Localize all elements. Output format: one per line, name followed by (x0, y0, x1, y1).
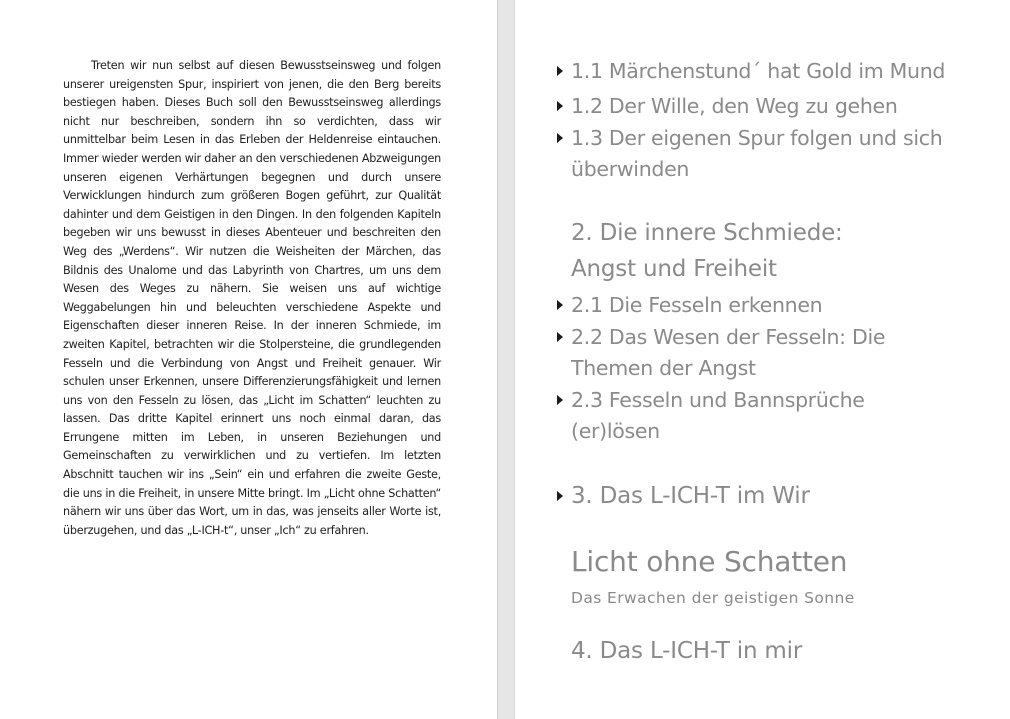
collapse-triangle-icon[interactable] (557, 395, 563, 405)
heading-1-3-continued (571, 154, 991, 185)
heading-2-3-line1: 2.3 Fesseln und Bannsprüche (571, 388, 865, 412)
chapter-2-heading-continued (571, 252, 991, 287)
heading-2-2-continued (571, 353, 991, 384)
chapter-4-heading (571, 634, 991, 669)
collapse-triangle-icon[interactable] (557, 300, 563, 310)
part-title (571, 545, 991, 579)
part-subtitle (571, 588, 991, 608)
collapse-triangle-icon[interactable] (557, 491, 563, 501)
heading-1-3-line2: überwinden (571, 157, 690, 181)
heading-2-1-text: 2.1 Die Fesseln erkennen (571, 293, 823, 317)
chapter-2-line1: 2. Die innere Schmiede: (571, 220, 843, 246)
heading-1-1[interactable] (571, 56, 991, 87)
heading-2-2-line1: 2.2 Das Wesen der Fesseln: Die (571, 325, 886, 349)
heading-2-1[interactable] (571, 290, 991, 321)
collapse-triangle-icon[interactable] (557, 332, 563, 342)
heading-2-3-line2: (er)lösen (571, 419, 660, 443)
chapter-3-text: 3. Das L-ICH-T im Wir (571, 483, 810, 509)
heading-2-2-line2: Themen der Angst (571, 356, 756, 380)
heading-1-3-line1: 1.3 Der eigenen Spur folgen und sich (571, 126, 943, 150)
body-paragraph: Treten wir nun selbst auf diesen Bewusstseinsweg und folgen unserer ureigensten Spur, inspiriert von jenen, die den Berg bereits bestiegen haben. Dieses Buch soll den Bewusstseinsweg allerdings nicht nur beschreiben, sondern ihn so verdichten, dass wir unmittelbar beim Lesen in das Erleben der Heldenreise eintauchen. Immer wieder werden wir daher an den verschiedenen Abzweigungen unseren eigenen Verhärtungen begegnen und durch unsere Verwicklungen hindurch zum größeren Bogen geführt, zur Qualität dahinter und dem Geistigen in den Dingen. In den folgenden Kapiteln begeben wir uns bewusst in dieses Abenteuer und beschreiten den Weg des „Werdens“. Wir nutzen die Weisheiten der Märchen, das Bildnis des Unalome und das Labyrinth von Chartres, um uns dem Wesen des Weges zu nähern. Sie weisen uns auf wichtige Weggabelungen hin und beleuchten verschiedene Aspekte und Eigenschaften dieser inneren Reise. In der inneren Schmiede, im zweiten Kapitel, betrachten wir die Stolpersteine, die grundlegenden Fesseln und die Verbindung von Angst und Freiheit genauer. Wir schulen unser Erkennen, unsere Differenzierungsfähigkeit und lernen uns von den Fesseln zu lösen, das „Licht im Schatten“ leuchten zu lassen. Das dritte Kapitel erinnert uns noch einmal daran, das Errungene mitten im Leben, in unseren Beziehungen und Gemeinschaften zu verwirklichen und zu vertiefen. Im letzten Abschnitt tauchen wir ins „Sein“ ein und erfahren die zweite Geste, die uns in die Freiheit, in unsere Mitte bringt. Im „Licht ohne Schatten“ nähern wir uns über das Wort, um in das, was jenseits aller Worte ist, überzugehen, und das „L-ICH-t“, unser „Ich“ zu erfahren. (63, 59, 441, 537)
chapter-3-heading[interactable] (571, 479, 991, 514)
heading-1-3[interactable] (571, 123, 991, 154)
chapter-4-text: 4. Das L-ICH-T in mir (571, 638, 803, 664)
part-title-text: Licht ohne Schatten (571, 545, 848, 578)
collapse-triangle-icon[interactable] (557, 133, 563, 143)
heading-1-2-text: 1.2 Der Wille, den Weg zu gehen (571, 94, 898, 118)
part-subtitle-text: Das Erwachen der geistigen Sonne (571, 589, 855, 607)
heading-1-1-text: 1.1 Märchenstund´ hat Gold im Mund (571, 59, 946, 83)
right-page-toc (515, 0, 1010, 719)
collapse-triangle-icon[interactable] (557, 101, 563, 111)
collapse-triangle-icon[interactable] (557, 66, 563, 76)
page-gutter (497, 0, 515, 719)
left-page (0, 0, 497, 719)
heading-2-3-continued (571, 416, 991, 447)
chapter-2-heading (571, 216, 991, 251)
chapter-2-line2: Angst und Freiheit (571, 256, 777, 282)
heading-2-2[interactable] (571, 322, 991, 353)
heading-2-3[interactable] (571, 385, 991, 416)
heading-1-2[interactable] (571, 91, 991, 122)
